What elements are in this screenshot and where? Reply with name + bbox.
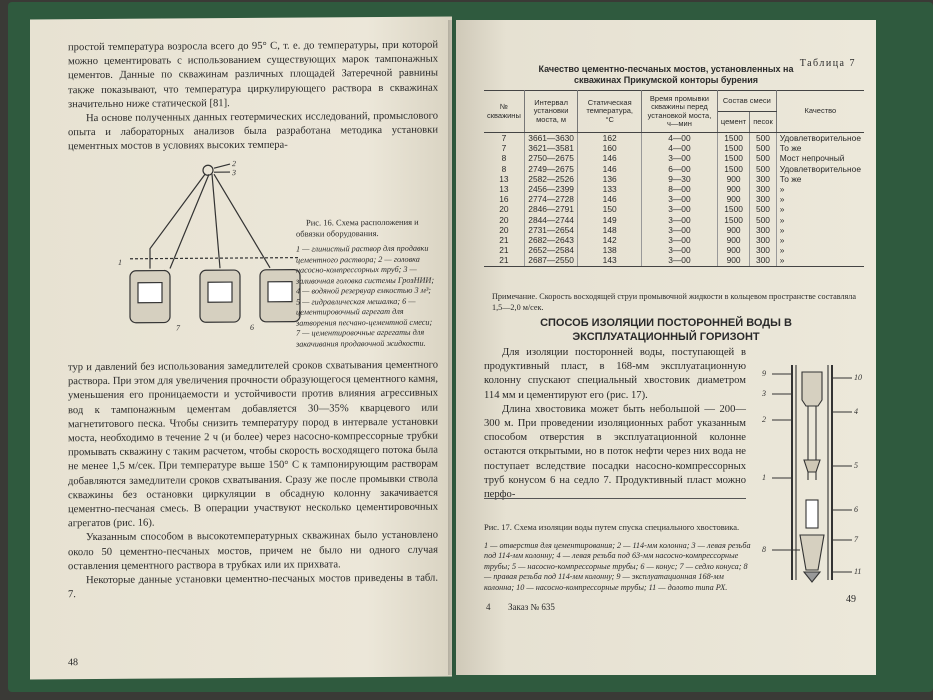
- table-cell: 3—00: [641, 194, 717, 204]
- table-cell: 300: [750, 184, 777, 194]
- table-cell: »: [779, 214, 785, 225]
- table-cell: 2652—2584: [524, 245, 578, 255]
- table-row: [484, 215, 864, 225]
- header-sand: песок: [750, 112, 777, 133]
- fig16-label-1: 1: [118, 257, 122, 267]
- table-cell: 900: [717, 235, 749, 245]
- table-cell: 500: [750, 133, 777, 144]
- table-note: Примечание. Скорость восходящей струи промывочной жидкости в кольцевом пространстве составляла 1,5—2,0 м/сек.: [492, 292, 857, 312]
- table-cell: »: [776, 255, 864, 266]
- table-row: [484, 184, 864, 194]
- right-page-number: 49: [846, 594, 856, 605]
- table-cell: 3661—3630: [524, 133, 578, 144]
- table-cell: 500: [750, 215, 777, 225]
- fig17-label-11: 11: [854, 567, 862, 576]
- table-cell: 6—00: [641, 164, 717, 174]
- fig17-label-8: 8: [762, 545, 766, 554]
- table-cell: 900: [717, 255, 749, 266]
- table-cell: 3—00: [641, 204, 717, 214]
- footer-order: Заказ № 635: [508, 602, 555, 612]
- header-cement: цемент: [717, 112, 749, 133]
- right-text: [484, 346, 746, 502]
- table-cell: 500: [750, 143, 777, 153]
- table-cell: 2750—2675: [524, 153, 578, 163]
- table-cell: 1500: [717, 143, 749, 153]
- figure-16-caption: [296, 217, 436, 350]
- table-cell: 300: [750, 194, 777, 204]
- table-cell: 900: [717, 194, 749, 204]
- table-cell: 138: [578, 245, 642, 255]
- table-row: [484, 235, 864, 245]
- table-7-body: [484, 133, 864, 267]
- table-cell: 21: [484, 245, 524, 255]
- table-cell: 2687—2550: [524, 255, 578, 266]
- fig17-label-6: 6: [854, 505, 858, 514]
- table-cell: 3—00: [641, 255, 717, 266]
- table-cell: 1500: [717, 133, 749, 144]
- table-cell: 148: [578, 225, 642, 235]
- table-cell: 149: [578, 215, 642, 225]
- fig16-legend: 1 — глинистый раствор для продавки цементного раствора; 2 — головка насосно-компрессорных труб; 3 — заливочная головка системы ГрозНИИ; 4 — водяной резервуар емкостью 3 м³; 5 — гидравлическая мешалка; 6 — цементировочный агрегат для затворения песчано-цементной смеси; 7 — цементировочные агрегаты для закачивания продавочной жидкости.: [296, 243, 435, 349]
- header-well: № скважины: [484, 91, 524, 133]
- table-cell: »: [779, 235, 785, 246]
- figure-16-diagram: [110, 158, 310, 339]
- left-paragraph-2: На основе полученных данных геотермических исследований, промыслового опыта и лабораторных анализов была разработана методика установки цементных мостов в условиях высоких темпера-: [68, 110, 438, 153]
- fig17-label-3: 3: [762, 389, 766, 398]
- table-cell: 21: [484, 235, 524, 245]
- left-paragraph-3: тур и давлений без использования замедлителей сроков схватывания цементного раствора. При этом для увеличения прочности образующегося цементного камня, уменьшения его проницаемости и устойчивости против влияния агрессивных вод к тампонажным цементам добавляется 30—35% кварцевого или магнетитового песка. Чтобы снизить температуру пород в интервале установки моста, необходимо в течение 2 ч (и более) через насосно-компрессорные трубки промывать скважину с таким расчетом, чтобы скорость восходящего потока была не менее 1,5 м/сек. При температуре выше 150° С к тампонирующим растворам добавляются замедлители сроков схватывания. Сразу же после промывки ствола скважины без остановки циркуляции в обсадную колонну закачивается цементно-песчаная смесь. В операции участвуют несколько цементировочных агрегатов (рис. 16).: [68, 359, 439, 530]
- table-title: Качество цементно-песчаных мостов, установленных на скважинах Прикумской конторы бурения: [538, 64, 794, 85]
- table-row: [484, 225, 864, 235]
- table-cell: 900: [717, 245, 749, 255]
- fig16-label-7: 7: [176, 323, 180, 333]
- table-cell: 20: [484, 215, 524, 225]
- figure-divider: [484, 498, 746, 499]
- table-cell: 900: [717, 184, 749, 194]
- table-cell: 1500: [717, 153, 749, 163]
- table-cell: 146: [578, 164, 642, 174]
- table-cell: 4—00: [641, 143, 717, 153]
- figure-17-caption: [484, 522, 754, 593]
- fig16-label-2: 2: [232, 159, 236, 169]
- table-cell: 162: [578, 133, 642, 144]
- table-cell: 2774—2728: [524, 194, 578, 204]
- left-page-number: 48: [68, 657, 78, 669]
- table-row: [484, 143, 864, 153]
- table-row: [484, 174, 864, 184]
- table-cell: 146: [578, 194, 642, 204]
- table-cell: »: [779, 245, 785, 256]
- left-text-bottom: [68, 359, 438, 603]
- table-cell: 3—00: [641, 235, 717, 245]
- header-interval: Интервал установки моста, м: [524, 91, 578, 133]
- right-paragraph-1: Для изоляции посторонней воды, поступающей в продуктивный пласт, в 168-мм эксплуатационную колонну спускают специальный хвостовик диаметром 114 мм и цементируют его (рис. 17).: [484, 347, 746, 401]
- fig17-legend: 1 — отверстия для цементирования; 2 — 114-мм колонна; 3 — левая резьба под 114-мм колонну; 4 — левая резьба под 63-мм насосно-компрессорные трубы; 5 — насосно-компрессорные трубы; 6 — конус; 7 — седло конуса; 8 — правая резьба под 114-мм колонну; 9 — эксплуатационная 168-мм колонна; 10 — насосно-компрессорные трубы; 11 — долото типа РХ.: [484, 540, 751, 592]
- table-cell: 7: [484, 143, 524, 153]
- table-cell: 3—00: [641, 225, 717, 235]
- table-cell: 2582—2526: [524, 174, 578, 184]
- table-7: [484, 90, 864, 267]
- table-cell: 2731—2654: [524, 225, 578, 235]
- fig17-label-7: 7: [854, 535, 858, 544]
- table-cell: 20: [484, 204, 524, 214]
- table-cell: 1500: [717, 215, 749, 225]
- table-row: [484, 245, 864, 255]
- table-cell: 8: [484, 153, 524, 163]
- table-cell: 3—00: [641, 245, 717, 255]
- table-cell: 2846—2791: [524, 204, 578, 214]
- fig17-label-4: 4: [854, 407, 858, 416]
- left-paragraph-4: Указанным способом в высокотемпературных скважинах было установлено около 50 цементно-песчаных мостов, причем не было ни одного случая оставления цементного раствора в трубках или их прихвата.: [68, 530, 438, 573]
- table-cell: 16: [484, 194, 524, 204]
- table-cell: 900: [717, 174, 749, 184]
- table-cell: 300: [750, 235, 777, 245]
- table-cell: 300: [750, 245, 777, 255]
- table-cell: 300: [750, 174, 777, 184]
- footer-signature: 4: [486, 602, 491, 612]
- figure-17-diagram: [756, 360, 868, 585]
- table-cell: 1500: [717, 204, 749, 214]
- table-cell: Удовлетворительное: [779, 163, 861, 174]
- table-cell: 13: [484, 174, 524, 184]
- table-cell: 300: [750, 225, 777, 235]
- fig17-label-9: 9: [762, 369, 766, 378]
- left-paragraph-1: простой температура возросла всего до 95° С, т. е. до температуры, при которой можно цементировать с использованием существующих марок тампонажных цементов. Данные по скважинам различных площадей Затеречной равнины также показывают, что температура циркулирующего раствора в скважинах значительно ниже статической [81].: [68, 39, 438, 111]
- table-cell: Удовлетворительное: [779, 133, 861, 143]
- table-cell: Мост непрочный: [779, 153, 845, 164]
- table-cell: 136: [578, 174, 642, 184]
- fig17-label-1: 1: [762, 473, 766, 482]
- table-cell: 1500: [717, 164, 749, 174]
- table-cell: 160: [578, 143, 642, 153]
- table-cell: 9—30: [641, 174, 717, 184]
- table-row: [484, 194, 864, 204]
- header-temp: Статическая температура, °С: [578, 91, 642, 133]
- table-cell: 20: [484, 225, 524, 235]
- table-row: [484, 153, 864, 163]
- table-cell: »: [779, 204, 785, 215]
- table-cell: 4—00: [641, 133, 717, 144]
- fig17-title: Рис. 17. Схема изоляции воды путем спуска специального хвостовика.: [484, 522, 740, 532]
- table-label: Таблица 7: [799, 58, 856, 69]
- table-cell: »: [779, 194, 785, 205]
- table-cell: 143: [578, 255, 642, 266]
- table-cell: 150: [578, 204, 642, 214]
- table-cell: 500: [750, 153, 777, 163]
- left-page: [30, 17, 452, 680]
- header-time: Время промывки скважины перед установкой моста, ч—мин: [641, 91, 717, 133]
- table-cell: 13: [484, 184, 524, 194]
- table-cell: 500: [750, 164, 777, 174]
- table-row: [484, 255, 864, 266]
- table-cell: 8: [484, 164, 524, 174]
- table-cell: 500: [750, 204, 777, 214]
- table-cell: 8—00: [641, 184, 717, 194]
- table-cell: 3—00: [641, 153, 717, 163]
- table-cell: 300: [750, 255, 777, 266]
- table-row: [484, 204, 864, 214]
- table-cell: 21: [484, 255, 524, 266]
- table-cell: 146: [578, 153, 642, 163]
- table-cell: То же: [779, 173, 802, 184]
- left-paragraph-5: Некоторые данные установки цементно-песчаных мостов приведены в табл. 7.: [68, 572, 438, 601]
- table-cell: 2844—2744: [524, 215, 578, 225]
- table-row: [484, 133, 864, 144]
- table-cell: »: [779, 184, 785, 195]
- right-page: [456, 20, 876, 675]
- table-cell: 133: [578, 184, 642, 194]
- header-composition: Состав смеси: [717, 91, 776, 112]
- fig17-label-5: 5: [854, 461, 858, 470]
- table-cell: 900: [717, 225, 749, 235]
- table-cell: 2682—2643: [524, 235, 578, 245]
- right-paragraph-2: Длина хвостовика может быть небольшой — 200—300 м. При проведении изоляционных работ указанным способом отверстия в эксплуатационной колонне остаются открытыми, но в поток нефти через них вода не поступает вследствие посадки насосно-компрессорных труб конусом 6 на седло 7. Продуктивный пласт можно перфо-: [484, 403, 746, 501]
- table-cell: То же: [779, 143, 802, 154]
- table-cell: 2749—2675: [524, 164, 578, 174]
- fig16-label-3: 3: [232, 168, 236, 178]
- table-cell: 2456—2399: [524, 184, 578, 194]
- fig16-label-6: 6: [250, 322, 254, 332]
- table-cell: 7: [484, 133, 524, 144]
- table-row: [484, 164, 864, 174]
- fig17-label-10: 10: [854, 373, 862, 382]
- header-quality: Качество: [776, 91, 864, 133]
- section-heading: СПОСОБ ИЗОЛЯЦИИ ПОСТОРОННЕЙ ВОДЫ В ЭКСПЛУАТАЦИОННЫЙ ГОРИЗОНТ: [540, 317, 792, 343]
- table-cell: 142: [578, 235, 642, 245]
- table-cell: 3—00: [641, 215, 717, 225]
- table-cell: »: [779, 224, 785, 235]
- fig17-label-2: 2: [762, 415, 766, 424]
- left-text-top: [68, 39, 438, 155]
- fig16-title: Рис. 16. Схема расположения и обвязки оборудования.: [296, 216, 419, 239]
- table-cell: 3621—3581: [524, 143, 578, 153]
